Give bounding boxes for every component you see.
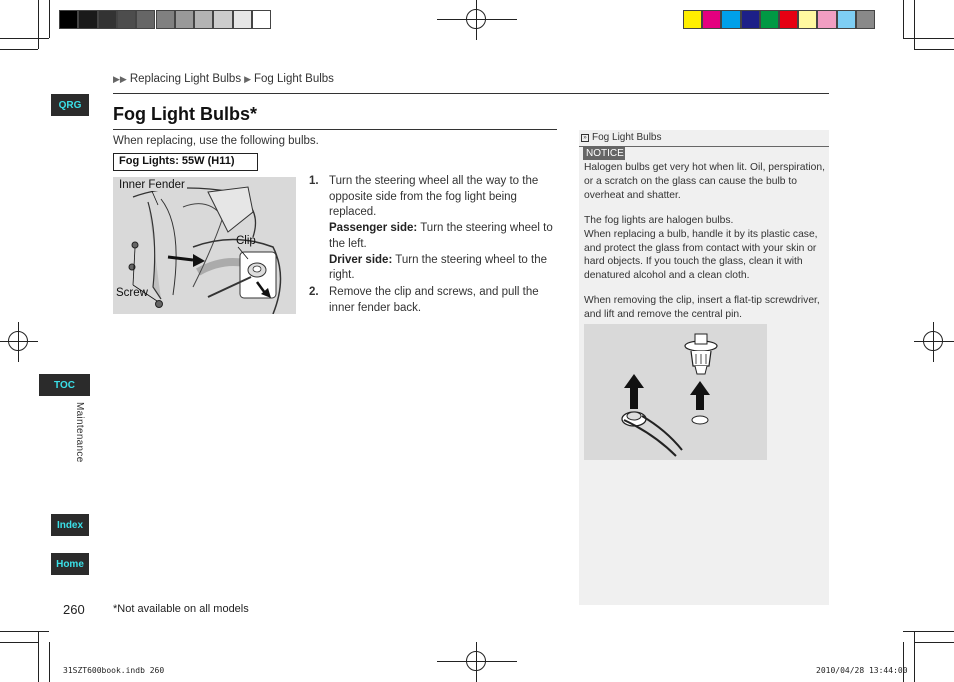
- step-1: [309, 174, 557, 284]
- title-rule: [113, 129, 557, 130]
- label-inner-fender: Inner Fender: [119, 179, 185, 191]
- color-swatch: [837, 10, 856, 29]
- driver-side-instruction: [329, 253, 557, 284]
- index-tab[interactable]: Index: [51, 514, 89, 536]
- passenger-side-label: Passenger side:: [329, 222, 418, 235]
- grayscale-swatch: [175, 10, 194, 29]
- print-slug-file: 31SZT600book.indb 260: [63, 666, 165, 675]
- page-number: 260: [63, 602, 85, 617]
- label-screw: Screw: [116, 287, 148, 299]
- color-swatch: [856, 10, 875, 29]
- footnote-star: *: [113, 603, 118, 615]
- qrg-tab[interactable]: QRG: [51, 94, 89, 116]
- color-swatch: [798, 10, 817, 29]
- halogen-info-line1: The fog lights are halogen bulbs.: [584, 215, 734, 226]
- color-swatch: [741, 10, 760, 29]
- section-label-maintenance: Maintenance: [74, 402, 85, 463]
- passenger-side-instruction: [329, 221, 557, 252]
- breadcrumb-current: Fog Light Bulbs: [254, 73, 334, 85]
- breadcrumb-marker: ▶▶: [113, 73, 127, 84]
- clip-drawing: [584, 324, 767, 460]
- grayscale-swatch: [156, 10, 175, 29]
- color-swatch: [702, 10, 721, 29]
- color-swatch: [683, 10, 702, 29]
- breadcrumb-separator: ▶: [244, 73, 252, 84]
- inner-fender-illustration: [113, 177, 296, 314]
- driver-side-text: Turn the steering wheel to the right.: [329, 253, 547, 282]
- intro-text: When replacing, use the following bulbs.: [113, 135, 319, 147]
- step-number: 1.: [309, 175, 319, 187]
- grayscale-swatch: [233, 10, 252, 29]
- print-slug-date: 2010/04/28 13:44:00: [816, 666, 908, 675]
- color-swatch: [817, 10, 836, 29]
- step-number: 2.: [309, 285, 319, 298]
- page-title: Fog Light Bulbs*: [113, 104, 257, 124]
- clip-removal-text: When removing the clip, insert a flat-tip screwdriver, and lift and remove the central pin.: [584, 295, 820, 320]
- grayscale-swatch: [98, 10, 117, 29]
- breadcrumb: [113, 73, 334, 85]
- step-2: [309, 285, 557, 316]
- grayscale-swatch: [252, 10, 271, 29]
- color-swatch: [721, 10, 740, 29]
- grayscale-swatch: [78, 10, 97, 29]
- color-swatch: [779, 10, 798, 29]
- driver-side-label: Driver side:: [329, 253, 393, 266]
- toc-tab[interactable]: TOC: [39, 374, 90, 396]
- bulb-spec-box: Fog Lights: 55W (H11): [113, 153, 258, 171]
- grayscale-swatch: [213, 10, 232, 29]
- halogen-info: [584, 214, 827, 283]
- grayscale-swatch: [117, 10, 136, 29]
- reference-arrow-icon: »: [581, 134, 589, 142]
- footnote: [113, 603, 249, 615]
- halogen-info-body: When replacing a bulb, handle it by its plastic case, and protect the glass from contact with your skin or hard objects. If you touch the glass, clean it with denatured alcohol and a clean cloth.: [584, 228, 818, 282]
- home-tab[interactable]: Home: [51, 553, 89, 575]
- step-text: Turn the steering wheel all the way to the opposite side from the fog light being replaced.: [329, 175, 539, 219]
- step-list: [309, 174, 557, 317]
- grayscale-swatch: [194, 10, 213, 29]
- step-text: Remove the clip and screws, and pull the inner fender back.: [329, 285, 539, 314]
- notice-badge: NOTICE: [583, 147, 625, 160]
- notes-header-label: Fog Light Bulbs: [592, 132, 662, 143]
- footnote-text: Not available on all models: [117, 603, 249, 615]
- notes-header: [581, 132, 662, 143]
- passenger-side-text: Turn the steering wheel to the left.: [329, 222, 553, 250]
- breadcrumb-parent-link[interactable]: Replacing Light Bulbs: [129, 73, 242, 85]
- color-swatch: [760, 10, 779, 29]
- grayscale-swatch: [136, 10, 155, 29]
- grayscale-swatch: [59, 10, 78, 29]
- notice-text: Halogen bulbs get very hot when lit. Oil, perspiration, or a scratch on the glass can cause the bulb to overheat and shatter.: [584, 162, 825, 201]
- fog-light-notes-panel: [579, 130, 829, 605]
- header-rule: [113, 93, 829, 94]
- clip-removal-illustration: [584, 324, 767, 460]
- label-clip: Clip: [236, 235, 256, 247]
